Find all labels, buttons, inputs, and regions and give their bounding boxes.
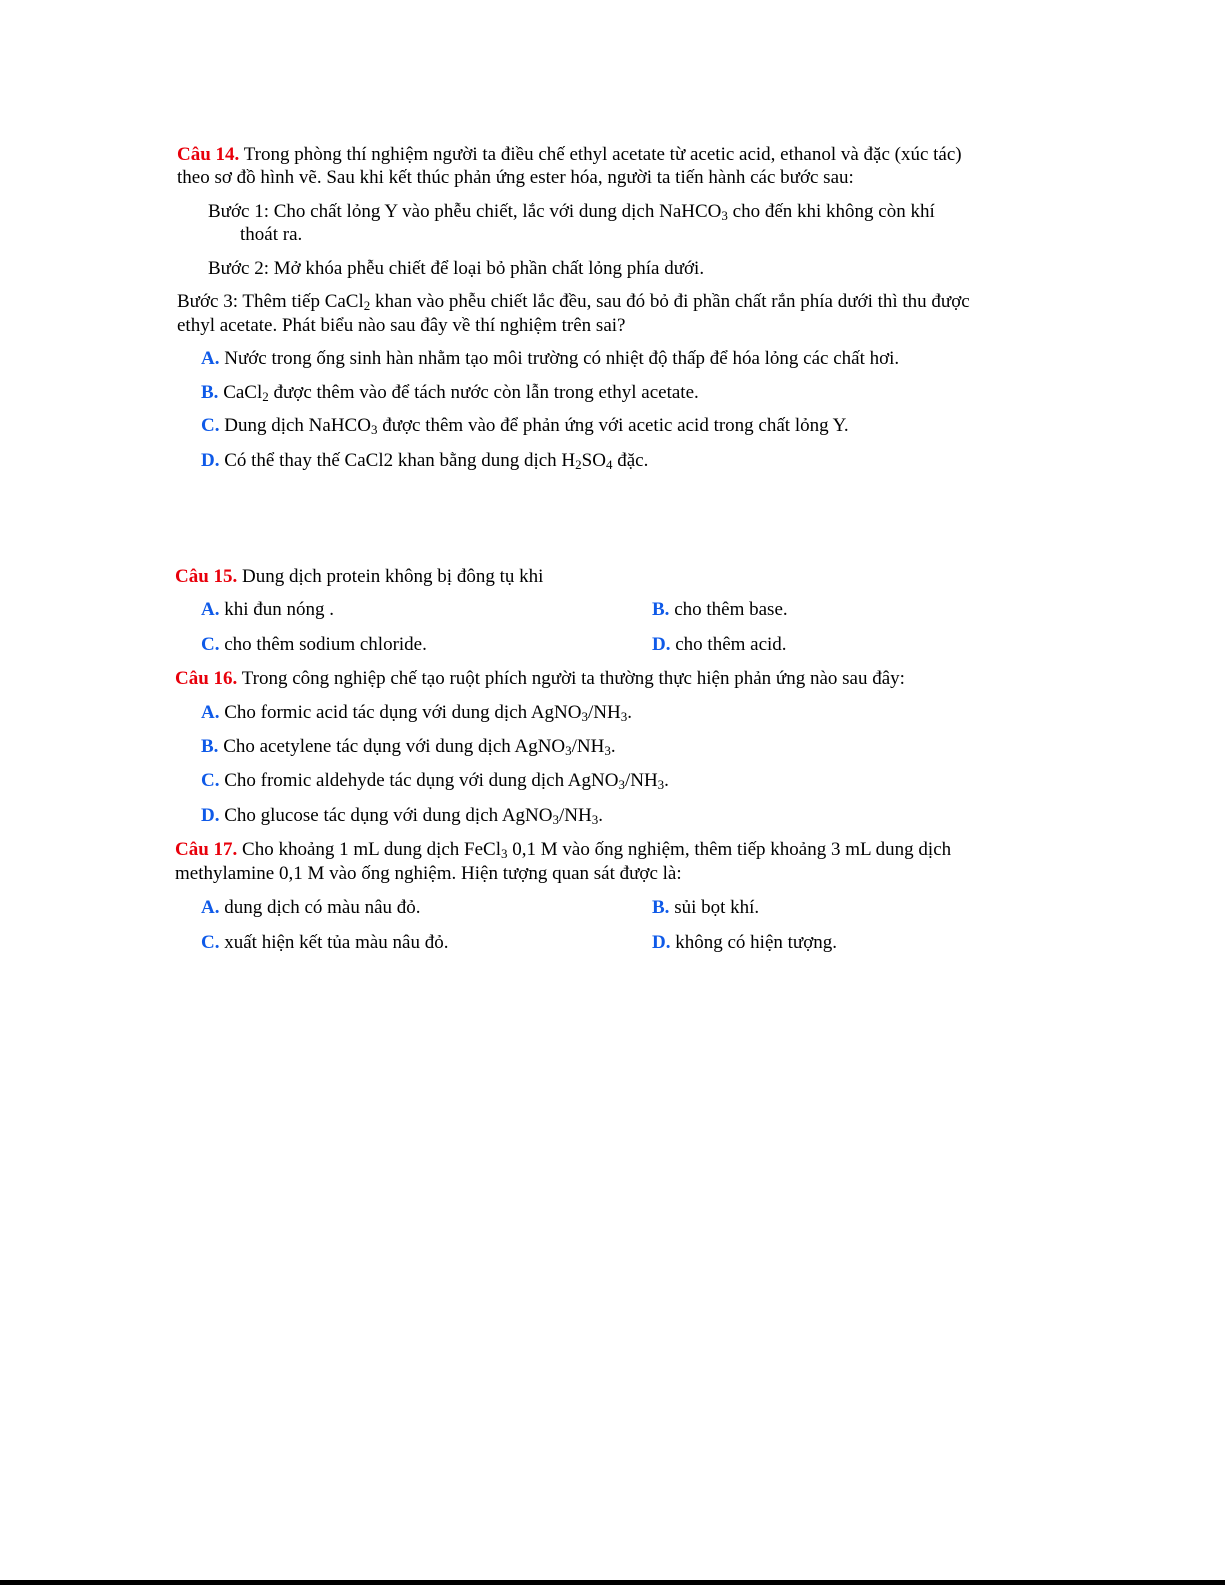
- q14-step3-line2: ethyl acetate. Phát biểu nào sau đây về thí nghiệm trên sai?: [177, 315, 626, 336]
- q16-label: Câu 16.: [175, 668, 238, 689]
- q15-option-d: D. cho thêm acid.: [652, 634, 787, 655]
- q14-option-a: A. Nước trong ống sinh hàn nhằm tạo môi trường có nhiệt độ thấp để hóa lỏng các chất hơi.: [201, 348, 900, 369]
- q14-label: Câu 14.: [177, 144, 240, 165]
- q15-stem: Câu 15. Dung dịch protein không bị đông tụ khi: [175, 566, 544, 587]
- q14-stem-line2: theo sơ đồ hình vẽ. Sau khi kết thúc phản ứng ester hóa, người ta tiến hành các bước sau:: [177, 167, 854, 188]
- q15-label: Câu 15.: [175, 566, 238, 587]
- q17-option-d: D. không có hiện tượng.: [652, 932, 838, 953]
- q14-step1-cont: thoát ra.: [240, 224, 303, 245]
- q15-option-c: C. cho thêm sodium chloride.: [201, 634, 427, 655]
- q16-option-a: A. Cho formic acid tác dụng với dung dịch $AgNO_3/NH_3$.: [201, 702, 632, 724]
- q14-option-c: C. Dung dịch NaHCO$_3$ được thêm vào để phản ứng với acetic acid trong chất lỏng Y.: [201, 415, 849, 437]
- q15-option-b: B. cho thêm base.: [652, 599, 788, 620]
- q14-step1: Bước 1: Cho chất lỏng Y vào phễu chiết, lắc với dung dịch NaHCO$_3$ cho đến khi không còn khí: [208, 201, 935, 223]
- q14-step2: Bước 2: Mở khóa phễu chiết để loại bỏ phần chất lỏng phía dưới.: [208, 258, 705, 279]
- q17-stem-line2: methylamine 0,1 M vào ống nghiệm. Hiện tượng quan sát được là:: [175, 863, 682, 884]
- q17-option-c: C. xuất hiện kết tủa màu nâu đỏ.: [201, 932, 449, 953]
- q16-option-c: C. Cho fromic aldehyde tác dụng với dung dịch $AgNO_3/NH_3$.: [201, 770, 669, 792]
- q14-stem-line1: Câu 14. Trong phòng thí nghiệm người ta điều chế ethyl acetate từ acetic acid, ethanol và đặc (xúc tác): [177, 144, 962, 165]
- q14-step3: Bước 3: Thêm tiếp CaCl$_2$ khan vào phễu chiết lắc đều, sau đó bỏ đi phần chất rắn phía dưới thì thu được: [177, 291, 970, 313]
- q16-option-b: B. Cho acetylene tác dụng với dung dịch $AgNO_3/NH_3$.: [201, 736, 616, 758]
- bottom-border: [0, 1580, 1225, 1585]
- q17-stem-line1: Câu 17. Cho khoảng 1 mL dung dịch FeCl$_3$ 0,1 M vào ống nghiệm, thêm tiếp khoảng 3 mL dung dịch: [175, 839, 952, 861]
- q14-option-b: B. CaCl$_2$ được thêm vào để tách nước còn lẫn trong ethyl acetate.: [201, 382, 699, 404]
- q14-option-d: D. Có thể thay thế CaCl2 khan bằng dung dịch $H_2SO_4$ đặc.: [201, 450, 649, 472]
- q17-option-a: A. dung dịch có màu nâu đỏ.: [201, 897, 421, 918]
- q16-option-d: D. Cho glucose tác dụng với dung dịch $AgNO_3/NH_3$.: [201, 805, 603, 827]
- q17-option-b: B. sủi bọt khí.: [652, 897, 760, 918]
- q16-stem: Câu 16. Trong công nghiệp chế tạo ruột phích người ta thường thực hiện phản ứng nào sau đây:: [175, 668, 905, 689]
- q17-label: Câu 17.: [175, 839, 238, 860]
- q15-option-a: A. khi đun nóng .: [201, 599, 335, 620]
